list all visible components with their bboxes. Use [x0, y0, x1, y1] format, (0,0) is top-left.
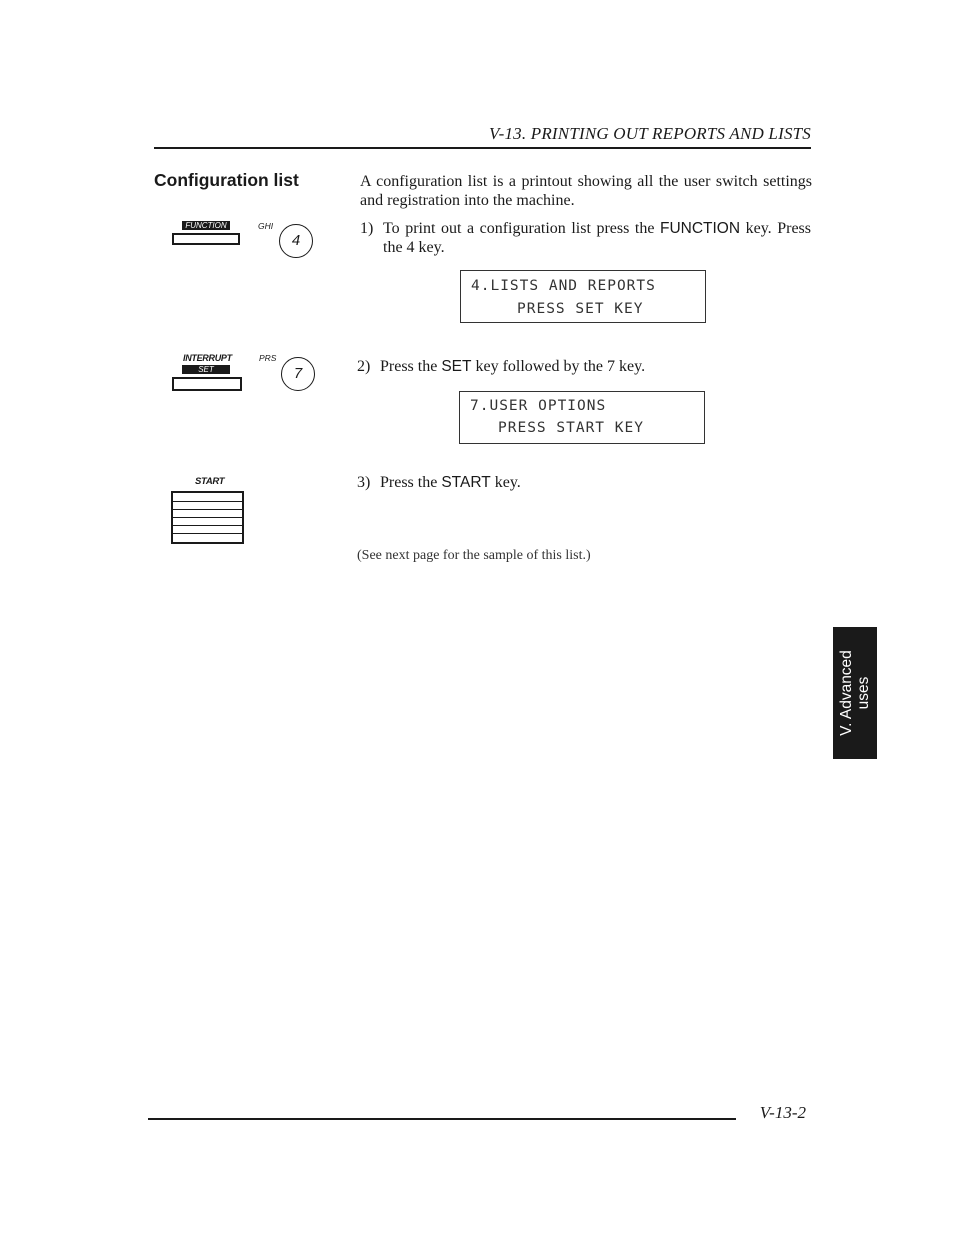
- interrupt-label: INTERRUPT: [183, 353, 232, 363]
- lcd-1-line-1: 4.LISTS AND REPORTS: [471, 278, 656, 294]
- step-2-number: 2): [357, 358, 371, 375]
- number-7-key: 7: [281, 357, 315, 391]
- page-number: V-13-2: [759, 1103, 806, 1122]
- side-tab-line-1: V. Advanced: [838, 650, 855, 736]
- step-1-number: 1): [360, 220, 374, 237]
- set-key-button: [172, 377, 242, 391]
- number-4-key: 4: [279, 224, 313, 258]
- step-3-text: Press the START key.: [380, 474, 521, 491]
- prs-label: PRS: [259, 353, 277, 363]
- next-page-note: (See next page for the sample of this list.): [357, 548, 591, 563]
- intro-paragraph: A configuration list is a printout showing all the user switch settings and registration into the machine.: [360, 173, 812, 209]
- lcd-2-line-1: 7.USER OPTIONS: [470, 398, 607, 414]
- function-key-name: FUNCTION: [659, 220, 741, 237]
- footer-rule: [148, 1118, 736, 1120]
- step-3-number: 3): [357, 474, 371, 491]
- step-1-text: To print out a configuration list press the FUNCTION key. Press the 4 key.: [383, 220, 811, 256]
- function-key-label: FUNCTION: [182, 221, 230, 230]
- set-key-name: SET: [441, 358, 472, 375]
- start-key-name: START: [441, 474, 491, 491]
- side-tab-line-2: uses: [855, 676, 872, 710]
- start-label: START: [195, 476, 225, 487]
- lcd-2-line-2: PRESS START KEY: [498, 420, 644, 436]
- lcd-1-line-2: PRESS SET KEY: [517, 301, 644, 317]
- step-1: [360, 219, 812, 259]
- set-key-label: SET: [182, 365, 230, 374]
- section-title: Configuration list: [154, 170, 299, 190]
- start-key-button: [171, 491, 244, 544]
- running-head: V-13. PRINTING OUT REPORTS AND LISTS: [488, 124, 811, 143]
- step-2: [357, 357, 809, 377]
- side-tab-text: [838, 650, 872, 736]
- lcd-display-1: [460, 270, 706, 323]
- ghi-label: GHI: [258, 221, 274, 231]
- function-key-button: [172, 233, 240, 245]
- chapter-side-tab: [833, 627, 877, 759]
- header-rule: [154, 147, 811, 149]
- lcd-display-2: [459, 391, 705, 444]
- step-2-text: Press the SET key followed by the 7 key.: [380, 358, 646, 375]
- step-3: [357, 473, 809, 493]
